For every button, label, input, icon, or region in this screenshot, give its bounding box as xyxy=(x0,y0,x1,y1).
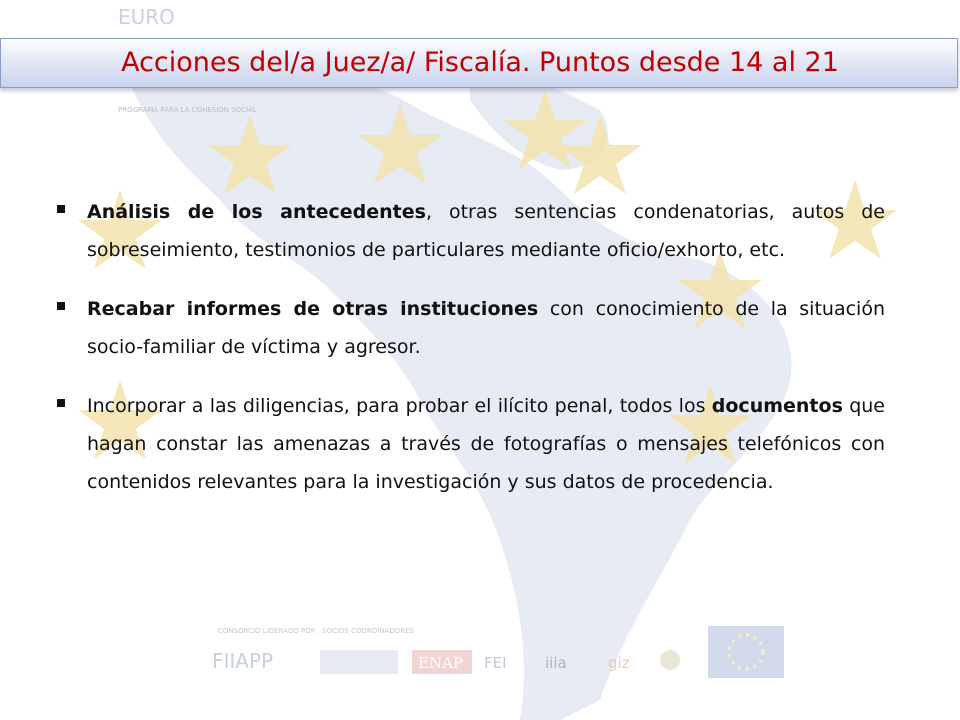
bullet-list xyxy=(57,193,885,522)
bullet-bold: Análisis de los antecedentes xyxy=(87,201,426,223)
enap-logo: ENAP xyxy=(418,654,463,672)
partner-logo-1 xyxy=(320,650,398,674)
program-label: PROGRAMA PARA LA COHESION SOCIAL xyxy=(118,106,257,114)
bullet-text xyxy=(87,193,885,269)
bullet-rest: , otras sentencias condenatorias, autos de sobreseimiento, testimonios de particulares mediante oficio/exhorto, etc. xyxy=(87,201,885,261)
partner-seal xyxy=(660,650,680,670)
top-logo: EURO xyxy=(118,5,175,29)
bullet-bold: Recabar informes de otras instituciones xyxy=(87,298,539,320)
square-bullet-icon xyxy=(57,399,65,407)
slide-title: Acciones del/a Juez/a/ Fiscalía. Puntos desde 14 al 21 xyxy=(121,47,839,78)
bullet-item xyxy=(57,387,885,501)
sponsor-logos-strip xyxy=(212,626,784,678)
bullet-rest: que hagan constar las amenazas a través de fotografías o mensajes telefónicos con contenidos relevantes para la investigación y sus datos de procedencia. xyxy=(87,395,885,493)
consortium-label: CONSORCIO LIDERADO POR xyxy=(218,627,316,635)
bullet-text xyxy=(87,387,885,501)
bullet-bold: documentos xyxy=(711,395,843,417)
bullet-text xyxy=(87,290,885,366)
bullet-rest: con conocimiento de la situación socio-familiar de víctima y agresor. xyxy=(87,298,885,358)
bullet-item xyxy=(57,193,885,269)
giz-logo: giz xyxy=(608,654,630,672)
fei-logo: FEI xyxy=(484,654,507,672)
fiiapp-logo: FIIAPP xyxy=(212,649,274,673)
square-bullet-icon xyxy=(57,302,65,310)
square-bullet-icon xyxy=(57,205,65,213)
bullet-item xyxy=(57,290,885,366)
iila-logo: iila xyxy=(545,654,567,672)
partners-label: SOCIOS COORDINADORES xyxy=(322,627,414,635)
bullet-pre: Incorporar a las diligencias, para probar el ilícito penal, todos los xyxy=(87,395,712,417)
